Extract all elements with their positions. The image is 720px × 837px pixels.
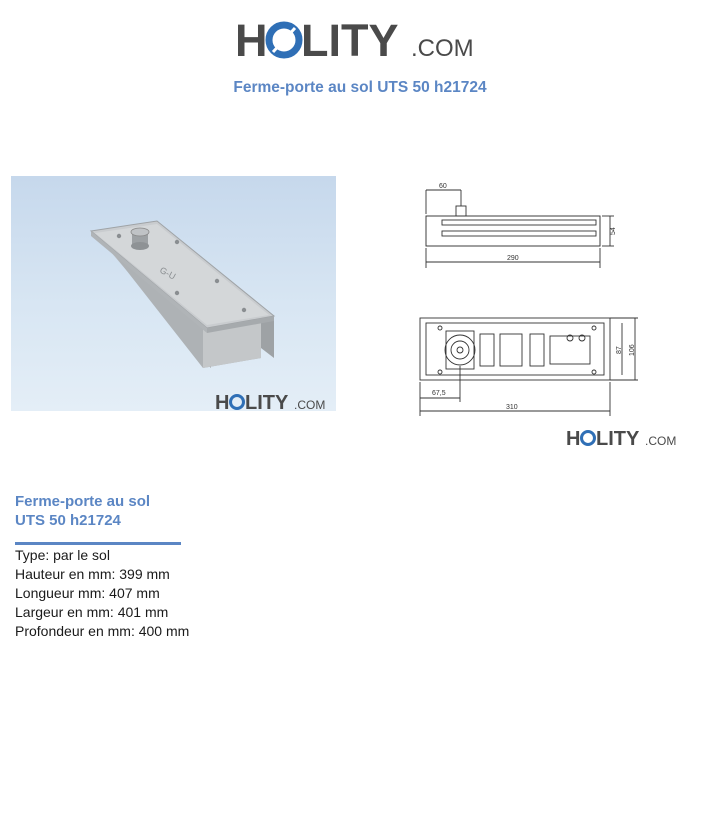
svg-text:G-U: G-U bbox=[158, 264, 178, 282]
photo-watermark-suffix: .COM bbox=[294, 398, 326, 411]
svg-text:LITY: LITY bbox=[596, 428, 640, 450]
spec-length: Longueur mm: 407 mm bbox=[15, 585, 160, 601]
drawing-watermark bbox=[566, 428, 676, 450]
svg-text:H: H bbox=[215, 392, 230, 411]
spec-height: Hauteur en mm: 399 mm bbox=[15, 566, 170, 582]
dim-outer-width: 106 bbox=[629, 344, 636, 356]
svg-text:H: H bbox=[566, 428, 581, 450]
logo-ring-icon bbox=[269, 25, 299, 55]
product-photo bbox=[11, 176, 336, 411]
spec-depth: Profondeur en mm: 400 mm bbox=[15, 623, 190, 639]
site-logo[interactable] bbox=[0, 12, 720, 69]
spec-type: Type: par le sol bbox=[15, 547, 110, 563]
dim-offset: 67,5 bbox=[432, 390, 446, 397]
technical-drawing bbox=[410, 176, 690, 456]
spec-list bbox=[15, 546, 189, 641]
dim-height: 54 bbox=[610, 227, 617, 235]
drawing-watermark-suffix: .COM bbox=[645, 434, 677, 448]
dimension-drawing-icon bbox=[410, 176, 690, 456]
product-name-line2: UTS 50 h21724 bbox=[15, 512, 121, 529]
logo-suffix: .COM bbox=[411, 35, 474, 62]
dim-length: 290 bbox=[507, 255, 519, 262]
dim-inner-width: 87 bbox=[616, 346, 623, 354]
logo-letter-h: H bbox=[235, 15, 268, 64]
photo-watermark bbox=[215, 392, 325, 411]
product-name bbox=[15, 492, 235, 530]
dim-total-length: 310 bbox=[506, 404, 518, 411]
section-divider bbox=[15, 542, 181, 545]
product-name-line1: Ferme-porte au sol bbox=[15, 493, 151, 510]
holity-logo-icon bbox=[235, 12, 485, 64]
logo-letters-lity: LITY bbox=[301, 15, 399, 64]
spec-width: Largeur en mm: 401 mm bbox=[15, 604, 169, 620]
page-title: Ferme-porte au sol UTS 50 h21724 bbox=[233, 79, 487, 96]
dim-top: 60 bbox=[439, 183, 447, 190]
svg-text:LITY: LITY bbox=[245, 392, 289, 411]
floor-closer-illustration bbox=[11, 176, 336, 411]
